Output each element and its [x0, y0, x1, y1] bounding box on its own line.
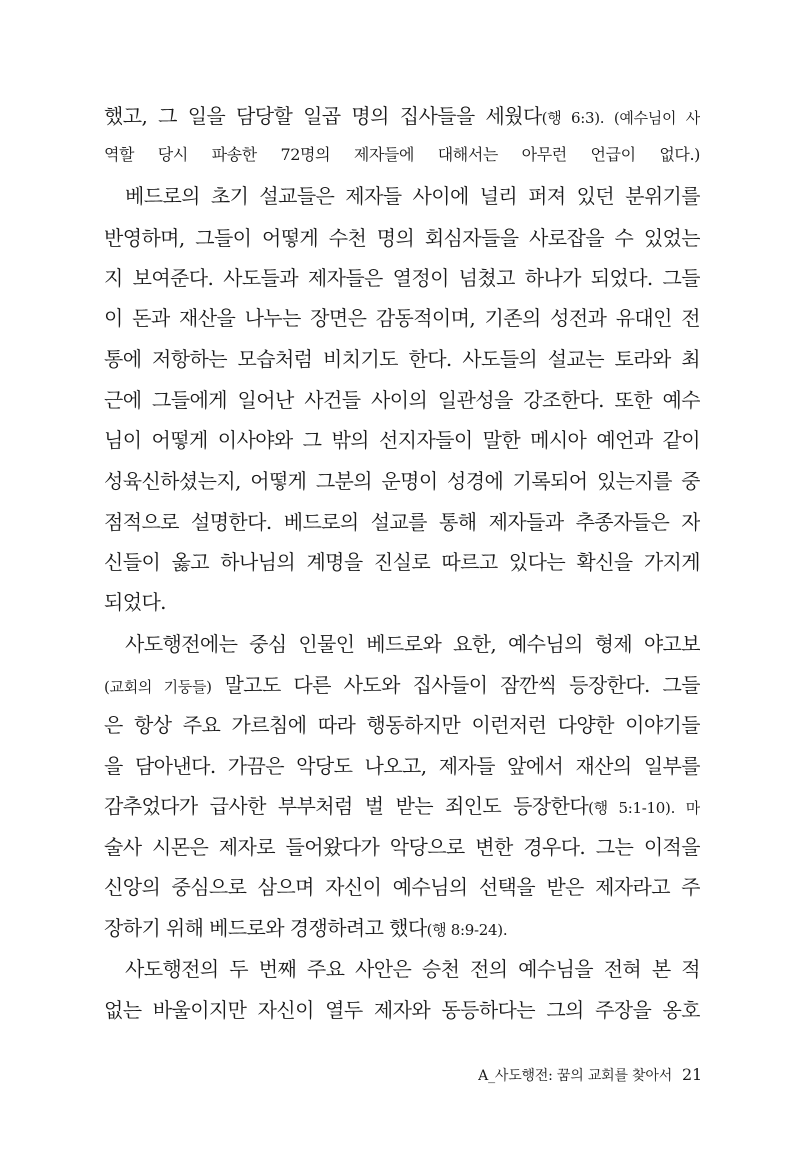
body-line: 이 돈과 재산을 나누는 장면은 감동적이며, 기존의 성전과 유대인 전: [104, 306, 700, 330]
body-line: 사도행전의 두 번째 주요 사안은 승천 전의 예수님을 전혀 본 적: [125, 957, 700, 981]
body-line: 님이 어떻게 이사야와 그 밖의 선지자들이 말한 메시아 예언과 같이: [104, 428, 700, 452]
citation: (행 5:1-10). 마: [588, 799, 700, 817]
citation: (행 6:3). (예수님이 사: [541, 109, 700, 127]
page-number: 21: [682, 1065, 702, 1084]
body-line: 신앙의 중심으로 삼으며 자신이 예수님의 선택을 받은 제자라고 주: [104, 875, 700, 899]
body-line: 술사 시몬은 제자로 들어왔다가 악당으로 변한 경우다. 그는 이적을: [104, 835, 700, 859]
body-line: 사도행전에는 중심 인물인 베드로와 요한, 예수님의 형제 야고보: [125, 632, 700, 656]
citation: (행 8:9-24).: [426, 921, 508, 939]
body-line: 지 보여준다. 사도들과 제자들은 열정이 넘쳤고 하나가 되었다. 그들: [104, 266, 700, 290]
body-line: 은 항상 주요 가르침에 따라 행동하지만 이런저런 다양한 이야기들: [104, 713, 700, 737]
body-line: 반영하며, 그들이 어떻게 수천 명의 회심자들을 사로잡을 수 있었는: [104, 226, 700, 250]
body-line: 을 담아낸다. 가끔은 악당도 나오고, 제자들 앞에서 재산의 일부를: [104, 754, 700, 778]
body-line: 통에 저항하는 모습처럼 비치기도 한다. 사도들의 설교는 토라와 최: [104, 347, 700, 371]
body-line: 되었다.: [104, 590, 166, 614]
body-line: 베드로의 초기 설교들은 제자들 사이에 널리 퍼져 있던 분위기를: [125, 184, 700, 208]
body-line: 감추었다가 급사한 부부처럼 벌 받는 죄인도 등장한다(행 5:1-10). 마: [104, 794, 700, 818]
running-head: A_사도행전: 꿈의 교회를 찾아서: [478, 1068, 673, 1084]
body-line: 했고, 그 일을 담당할 일곱 명의 집사들을 세웠다(행 6:3). (예수님이 사: [104, 104, 700, 128]
body-line: 역할 당시 파송한 72명의 제자들에 대해서는 아무런 언급이 없다.): [104, 145, 700, 164]
parenthetical: (교회의 기둥들): [104, 678, 212, 696]
page-footer: [478, 1060, 702, 1090]
body-line: 성육신하셨는지, 어떻게 그분의 운명이 성경에 기록되어 있는지를 중: [104, 469, 700, 493]
body-line: 점적으로 설명한다. 베드로의 설교를 통해 제자들과 추종자들은 자: [104, 510, 700, 534]
body-line: 없는 바울이지만 자신이 열두 제자와 동등하다는 그의 주장을 옹호: [104, 998, 700, 1022]
body-line: 근에 그들에게 일어난 사건들 사이의 일관성을 강조한다. 또한 예수: [104, 388, 700, 412]
body-line: 신들이 옳고 하나님의 계명을 진실로 따르고 있다는 확신을 가지게: [104, 550, 700, 574]
body-line: (교회의 기둥들) 말고도 다른 사도와 집사들이 잠깐씩 등장한다. 그들: [104, 673, 700, 697]
body-line: 장하기 위해 베드로와 경쟁하려고 했다(행 8:9-24).: [104, 916, 508, 940]
